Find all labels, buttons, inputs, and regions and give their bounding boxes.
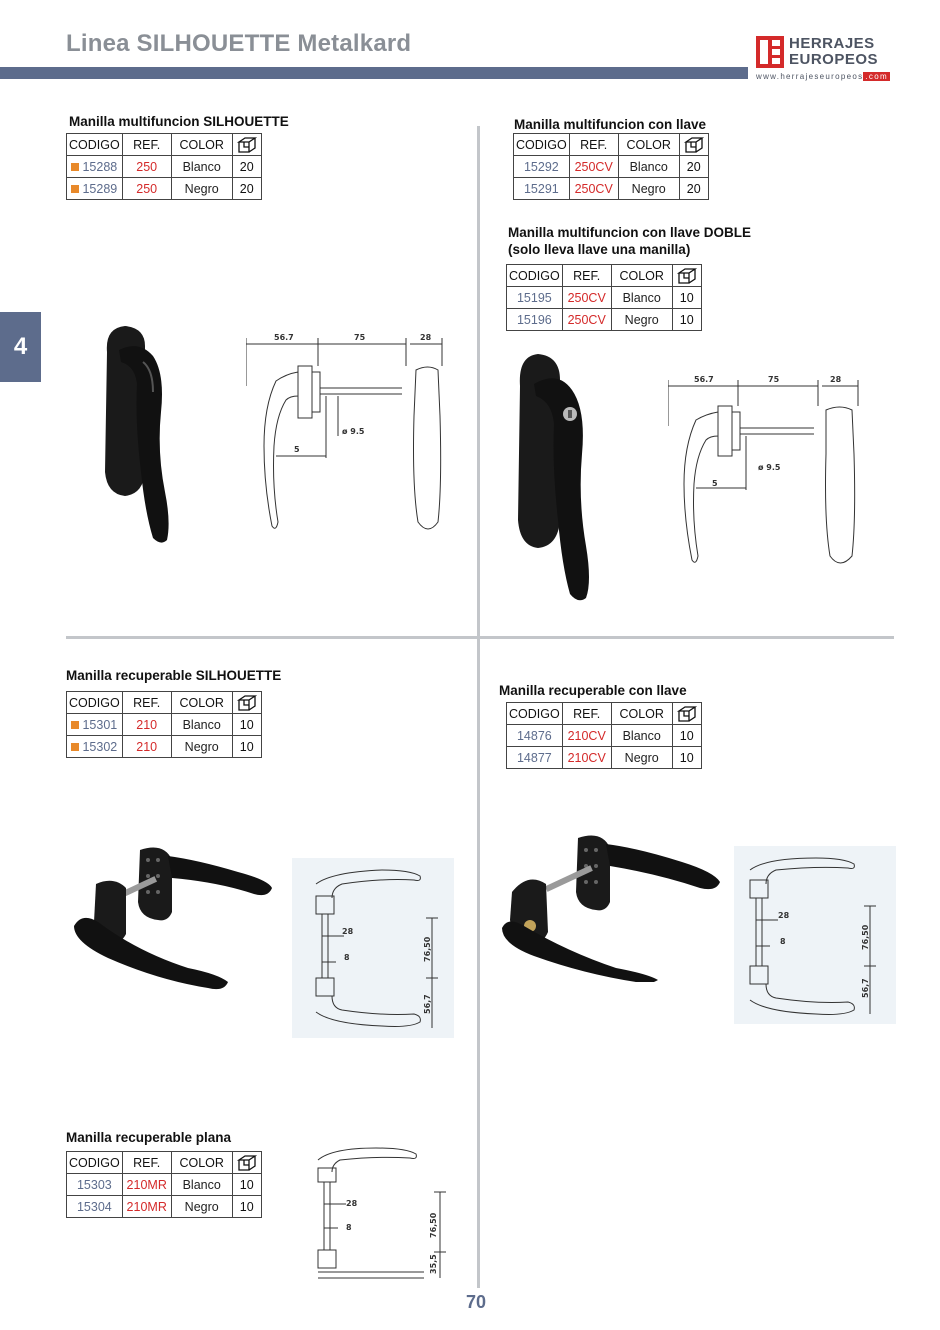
dim-label: 76,50 bbox=[861, 924, 870, 950]
header-ref: REF. bbox=[562, 265, 611, 287]
section-title: Manilla multifuncion con llave bbox=[514, 117, 707, 132]
handle-with-key-technical-drawing bbox=[668, 370, 866, 570]
color-cell: Blanco bbox=[611, 287, 672, 309]
ref-cell: 250 bbox=[122, 178, 171, 200]
ref-cell: 250CV bbox=[569, 156, 618, 178]
header-color: COLOR bbox=[171, 692, 232, 714]
box-icon bbox=[236, 136, 258, 154]
table-row bbox=[514, 178, 709, 200]
header-color: COLOR bbox=[611, 265, 672, 287]
ref-cell: 250CV bbox=[569, 178, 618, 200]
dim-label: 8 bbox=[344, 953, 350, 962]
table-row bbox=[67, 736, 262, 758]
qty-cell: 20 bbox=[679, 156, 708, 178]
table-row bbox=[507, 287, 702, 309]
box-icon bbox=[683, 136, 705, 154]
table-row bbox=[507, 725, 702, 747]
header-ref: REF. bbox=[569, 134, 618, 156]
orange-marker-icon bbox=[71, 721, 79, 729]
qty-cell: 10 bbox=[672, 309, 701, 331]
ref-cell: 210CV bbox=[562, 725, 611, 747]
header-ref: REF. bbox=[122, 692, 171, 714]
handle-technical-drawing bbox=[246, 326, 446, 536]
logo-text-line1: HERRAJES bbox=[789, 35, 875, 52]
codigo-cell: 15304 bbox=[67, 1196, 123, 1218]
recuperable-handle-photo bbox=[68, 842, 278, 992]
box-icon bbox=[236, 694, 258, 712]
logo-url-main: www.herrajeseuropeos bbox=[756, 72, 864, 81]
dim-label: 28 bbox=[342, 927, 354, 936]
color-cell: Negro bbox=[171, 736, 232, 758]
logo-text-line2: EUROPEOS bbox=[789, 51, 879, 68]
color-cell: Blanco bbox=[171, 156, 232, 178]
qty-cell: 10 bbox=[672, 747, 701, 769]
qty-cell: 10 bbox=[232, 1174, 261, 1196]
header-codigo: CODIGO bbox=[507, 703, 563, 725]
dim-label: ø 9.5 bbox=[758, 463, 781, 472]
ref-cell: 250 bbox=[122, 156, 171, 178]
page-title: Linea SILHOUETTE Metalkard bbox=[66, 30, 412, 57]
codigo-cell: 15301 bbox=[82, 717, 118, 732]
logo-mark-icon bbox=[756, 36, 784, 68]
dim-label: 56.7 bbox=[274, 333, 294, 342]
row-divider bbox=[66, 636, 894, 639]
product-table bbox=[513, 133, 709, 200]
codigo-cell: 15289 bbox=[82, 181, 118, 196]
codigo-cell: 14876 bbox=[507, 725, 563, 747]
product-table bbox=[66, 133, 262, 200]
color-cell: Blanco bbox=[611, 725, 672, 747]
dim-label: 28 bbox=[830, 375, 842, 384]
header-color: COLOR bbox=[611, 703, 672, 725]
box-icon bbox=[236, 1154, 258, 1172]
codigo-cell: 15292 bbox=[514, 156, 570, 178]
qty-cell: 20 bbox=[232, 156, 261, 178]
section-title: Manilla recuperable SILHOUETTE bbox=[66, 668, 282, 683]
orange-marker-icon bbox=[71, 185, 79, 193]
header-ref: REF. bbox=[562, 703, 611, 725]
header-ref: REF. bbox=[122, 1152, 171, 1174]
box-icon bbox=[676, 267, 698, 285]
section-title: Manilla recuperable con llave bbox=[499, 683, 687, 698]
product-table bbox=[506, 702, 702, 769]
dim-label: 75 bbox=[768, 375, 780, 384]
color-cell: Negro bbox=[611, 747, 672, 769]
color-cell: Blanco bbox=[171, 714, 232, 736]
dim-label: 76,50 bbox=[423, 936, 432, 962]
dim-label: 56,7 bbox=[861, 978, 870, 998]
dim-label: 28 bbox=[346, 1199, 358, 1208]
page-number: 70 bbox=[465, 1292, 487, 1312]
header-codigo: CODIGO bbox=[67, 1152, 123, 1174]
color-cell: Negro bbox=[611, 309, 672, 331]
dim-label: 5 bbox=[294, 445, 300, 454]
plana-technical-drawing bbox=[306, 1142, 446, 1282]
brand-logo bbox=[756, 36, 896, 86]
recuperable-technical-drawing bbox=[292, 858, 454, 1038]
codigo-cell: 15195 bbox=[507, 287, 563, 309]
header-codigo: CODIGO bbox=[507, 265, 563, 287]
product-table bbox=[506, 264, 702, 331]
table-row bbox=[514, 156, 709, 178]
dim-label: 76,50 bbox=[429, 1212, 438, 1238]
header-codigo: CODIGO bbox=[67, 134, 123, 156]
ref-cell: 210CV bbox=[562, 747, 611, 769]
product-table bbox=[66, 1151, 262, 1218]
color-cell: Blanco bbox=[171, 1174, 232, 1196]
qty-cell: 10 bbox=[232, 1196, 261, 1218]
codigo-cell: 14877 bbox=[507, 747, 563, 769]
codigo-cell: 15196 bbox=[507, 309, 563, 331]
header-color: COLOR bbox=[618, 134, 679, 156]
box-icon bbox=[676, 705, 698, 723]
qty-cell: 10 bbox=[232, 736, 261, 758]
ref-cell: 250CV bbox=[562, 309, 611, 331]
header-codigo: CODIGO bbox=[514, 134, 570, 156]
recuperable-with-key-technical-drawing bbox=[734, 846, 896, 1024]
dim-label: 75 bbox=[354, 333, 366, 342]
recuperable-with-key-photo bbox=[498, 832, 724, 982]
section-title: Manilla multifuncion con llave DOBLE bbox=[508, 225, 752, 240]
logo-url bbox=[756, 72, 890, 81]
logo-url-com: .com bbox=[865, 72, 888, 81]
table-row bbox=[67, 178, 262, 200]
qty-cell: 10 bbox=[672, 725, 701, 747]
table-row bbox=[507, 309, 702, 331]
section-title: Manilla multifuncion SILHOUETTE bbox=[69, 114, 289, 129]
codigo-cell: 15303 bbox=[67, 1174, 123, 1196]
ref-cell: 210MR bbox=[122, 1196, 171, 1218]
ref-cell: 210 bbox=[122, 714, 171, 736]
product-table bbox=[66, 691, 262, 758]
table-row bbox=[67, 1196, 262, 1218]
table-row bbox=[67, 714, 262, 736]
dim-label: 8 bbox=[780, 937, 786, 946]
column-divider bbox=[477, 126, 480, 1288]
header-bar bbox=[0, 67, 748, 79]
section-subtitle: (solo lleva llave una manilla) bbox=[508, 242, 691, 257]
dim-label: 56.7 bbox=[694, 375, 714, 384]
dim-label: 28 bbox=[778, 911, 790, 920]
dim-label: 8 bbox=[346, 1223, 352, 1232]
header-ref: REF. bbox=[122, 134, 171, 156]
table-row bbox=[507, 747, 702, 769]
qty-cell: 10 bbox=[232, 714, 261, 736]
dim-label: 35,5 bbox=[429, 1254, 438, 1274]
table-row bbox=[67, 1174, 262, 1196]
ref-cell: 210 bbox=[122, 736, 171, 758]
ref-cell: 210MR bbox=[122, 1174, 171, 1196]
qty-cell: 20 bbox=[679, 178, 708, 200]
codigo-cell: 15302 bbox=[82, 739, 118, 754]
dim-label: ø 9.5 bbox=[342, 427, 365, 436]
dim-label: 5 bbox=[712, 479, 718, 488]
handle-with-key-photo bbox=[512, 350, 602, 605]
codigo-cell: 15288 bbox=[82, 159, 118, 174]
qty-cell: 20 bbox=[232, 178, 261, 200]
handle-photo bbox=[95, 322, 180, 547]
color-cell: Negro bbox=[171, 178, 232, 200]
color-cell: Negro bbox=[618, 178, 679, 200]
ref-cell: 250CV bbox=[562, 287, 611, 309]
codigo-cell: 15291 bbox=[514, 178, 570, 200]
color-cell: Negro bbox=[171, 1196, 232, 1218]
table-row bbox=[67, 156, 262, 178]
section-title: Manilla recuperable plana bbox=[66, 1130, 232, 1145]
chapter-tab: 4 bbox=[0, 312, 41, 382]
dim-label: 56,7 bbox=[423, 994, 432, 1014]
dim-label: 28 bbox=[420, 333, 432, 342]
header-color: COLOR bbox=[171, 1152, 232, 1174]
orange-marker-icon bbox=[71, 163, 79, 171]
color-cell: Blanco bbox=[618, 156, 679, 178]
qty-cell: 10 bbox=[672, 287, 701, 309]
orange-marker-icon bbox=[71, 743, 79, 751]
header-codigo: CODIGO bbox=[67, 692, 123, 714]
header-color: COLOR bbox=[171, 134, 232, 156]
